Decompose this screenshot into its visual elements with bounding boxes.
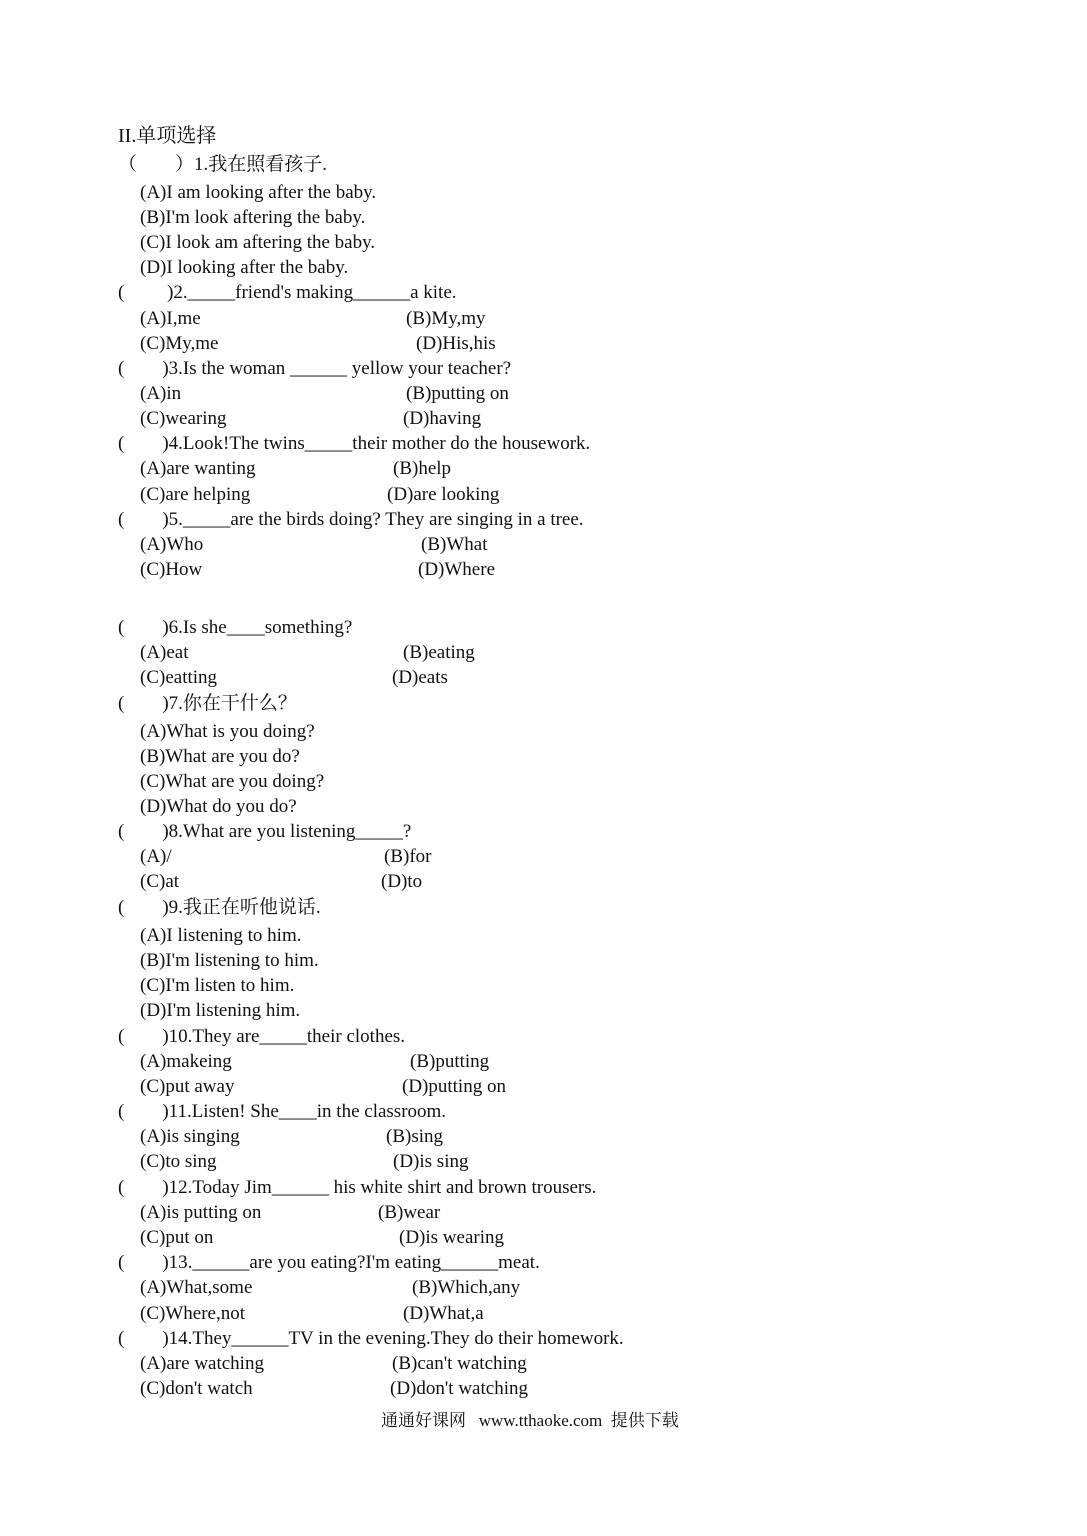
question-10-option-c: (C)put away [140, 1076, 235, 1097]
question-10-option-a: (A)makeing [140, 1051, 232, 1072]
question-13-option-d: (D)What,a [403, 1303, 484, 1324]
question-13-stem: ( )13.______are you eating?I'm eating______meat. [118, 1252, 540, 1273]
section-title: II.单项选择 [118, 125, 217, 147]
question-6-option-c: (C)eatting [140, 667, 218, 688]
question-10-stem: ( )10.They are_____their clothes. [118, 1026, 406, 1047]
question-4-option-c: (C)are helping [140, 484, 251, 505]
question-5-stem: ( )5._____are the birds doing? They are singing in a tree. [118, 509, 584, 530]
question-7-option-c: (C)What are you doing? [140, 771, 325, 792]
question-12-option-a: (A)is putting on [140, 1202, 262, 1223]
question-11-option-a: (A)is singing [140, 1126, 240, 1147]
question-1-stem: （ ）1.我在照看孩子. [118, 154, 328, 175]
question-8-option-c: (C)at [140, 871, 180, 892]
question-1-option-c: (C)I look am aftering the baby. [140, 232, 376, 253]
question-10-option-d: (D)putting on [402, 1076, 506, 1097]
question-9-option-c: (C)I'm listen to him. [140, 975, 295, 996]
question-11-option-b: (B)sing [386, 1126, 443, 1147]
question-14-option-d: (D)don't watching [390, 1378, 528, 1399]
question-2-option-d: (D)His,his [416, 333, 496, 354]
question-12-option-c: (C)put on [140, 1227, 214, 1248]
question-11-stem: ( )11.Listen! She____in the classroom. [118, 1101, 447, 1122]
question-9-option-b: (B)I'm listening to him. [140, 950, 319, 971]
page-footer: 通通好课网 www.tthaoke.com 提供下载 [381, 1411, 679, 1430]
question-13-option-c: (C)Where,not [140, 1303, 245, 1324]
question-7-option-d: (D)What do you do? [140, 796, 297, 817]
question-2-option-a: (A)I,me [140, 308, 201, 329]
question-5-option-c: (C)How [140, 559, 203, 580]
question-4-option-b: (B)help [393, 458, 452, 479]
question-8-option-d: (D)to [381, 871, 423, 892]
question-8-stem: ( )8.What are you listening_____? [118, 821, 412, 842]
question-11-option-d: (D)is sing [393, 1151, 469, 1172]
question-1-option-a: (A)I am looking after the baby. [140, 182, 377, 203]
question-6-option-b: (B)eating [403, 642, 475, 663]
question-14-option-a: (A)are watching [140, 1353, 264, 1374]
question-12-option-d: (D)is wearing [399, 1227, 504, 1248]
question-3-option-d: (D)having [403, 408, 482, 429]
question-3-option-b: (B)putting on [406, 383, 509, 404]
question-8-option-b: (B)for [384, 846, 432, 867]
question-5-option-a: (A)Who [140, 534, 204, 555]
question-8-option-a: (A)/ [140, 846, 172, 867]
question-9-option-d: (D)I'm listening him. [140, 1000, 301, 1021]
question-3-option-a: (A)in [140, 383, 182, 404]
question-9-option-a: (A)I listening to him. [140, 925, 302, 946]
question-3-option-c: (C)wearing [140, 408, 227, 429]
question-14-option-c: (C)don't watch [140, 1378, 253, 1399]
question-2-stem: ( )2._____friend's making______a kite. [118, 282, 457, 303]
question-1-option-b: (B)I'm look aftering the baby. [140, 207, 366, 228]
question-12-stem: ( )12.Today Jim______ his white shirt and brown trousers. [118, 1177, 597, 1198]
question-7-option-a: (A)What is you doing? [140, 721, 315, 742]
question-6-option-a: (A)eat [140, 642, 189, 663]
question-9-stem: ( )9.我正在听他说话. [118, 897, 321, 918]
question-7-stem: ( )7.你在干什么？ [118, 693, 297, 714]
question-1-option-d: (D)I looking after the baby. [140, 257, 349, 278]
question-2-option-b: (B)My,my [406, 308, 486, 329]
question-5-option-b: (B)What [421, 534, 488, 555]
question-10-option-b: (B)putting [410, 1051, 490, 1072]
question-14-stem: ( )14.They______TV in the evening.They do their homework. [118, 1328, 624, 1349]
question-3-stem: ( )3.Is the woman ______ yellow your teacher? [118, 358, 512, 379]
question-2-option-c: (C)My,me [140, 333, 219, 354]
question-4-option-a: (A)are wanting [140, 458, 256, 479]
question-13-option-a: (A)What,some [140, 1277, 253, 1298]
question-14-option-b: (B)can't watching [392, 1353, 527, 1374]
question-4-option-d: (D)are looking [387, 484, 500, 505]
question-11-option-c: (C)to sing [140, 1151, 217, 1172]
question-6-stem: ( )6.Is she____something? [118, 617, 353, 638]
question-5-option-d: (D)Where [418, 559, 496, 580]
question-4-stem: ( )4.Look!The twins_____their mother do the housework. [118, 433, 591, 454]
question-12-option-b: (B)wear [378, 1202, 441, 1223]
question-13-option-b: (B)Which,any [412, 1277, 521, 1298]
question-7-option-b: (B)What are you do? [140, 746, 300, 767]
question-6-option-d: (D)eats [392, 667, 448, 688]
